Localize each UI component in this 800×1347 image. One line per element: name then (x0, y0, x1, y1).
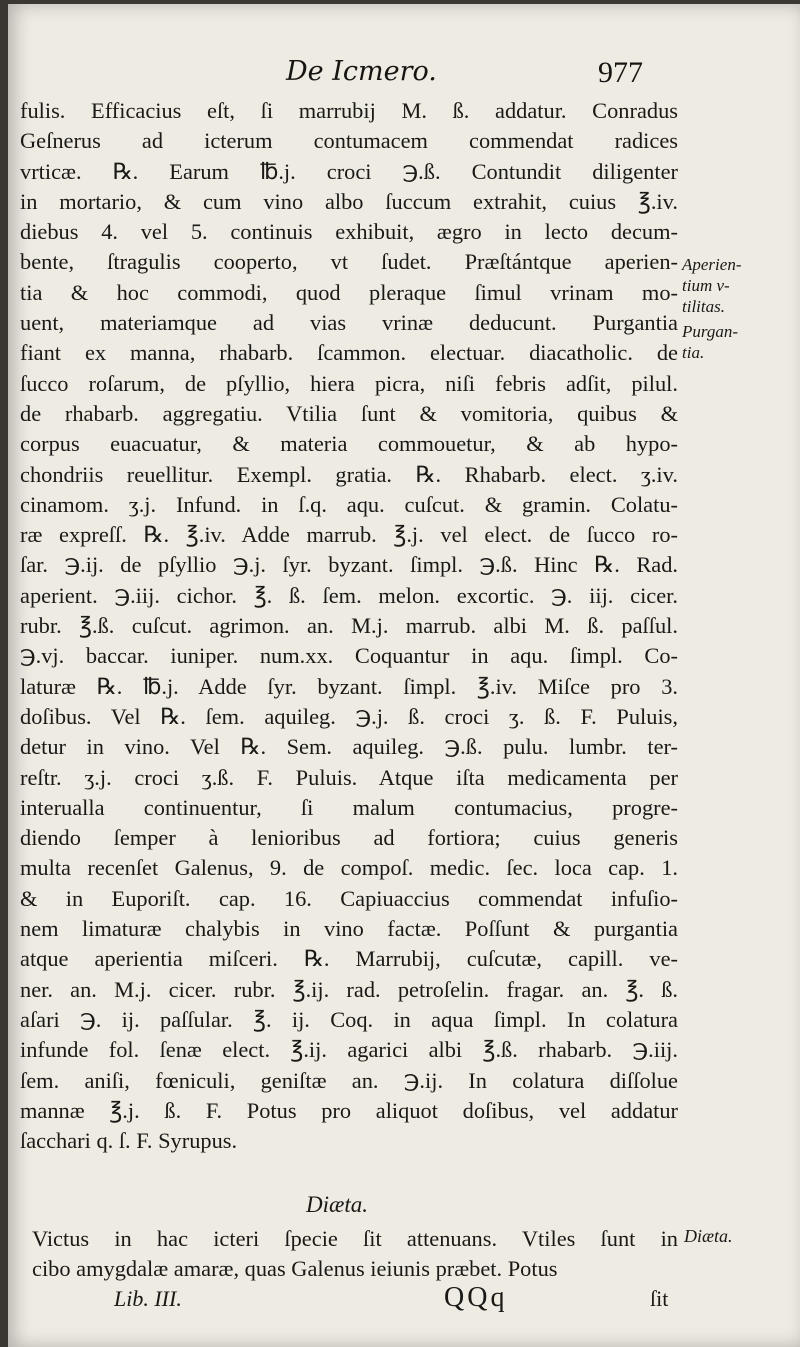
text-line: uent, materiamque ad vias vrinæ deducunt. Purgantia (20, 310, 678, 336)
footer-catchword: ſit (650, 1286, 669, 1311)
text-line: laturæ ℞. ℔.j. Adde ſyr. byzant. ſimpl. ℥.iv. Miſce pro 3. (20, 673, 678, 699)
text-line: ſem. aniſi, fœniculi, geniſtæ an. ℈.ij. In colatura diſſolue (20, 1067, 678, 1093)
text-line: atque aperientia miſceri. ℞. Marrubij, cuſcutæ, capill. ve- (20, 946, 678, 972)
text-line: & in Euporiſt. cap. 16. Capiuaccius commendat infuſio- (20, 885, 678, 911)
section-text (32, 1224, 678, 1285)
main-text (20, 96, 678, 1156)
margin-notes (682, 254, 794, 367)
text-line: ſucco roſarum, de pſyllio, hiera picra, niſi febris adſit, pilul. (20, 370, 678, 396)
text-line: cinamom. ʒ.j. Infund. in ſ.q. aqu. cuſcut. & gramin. Colatu- (20, 491, 678, 517)
text-line: ner. an. M.j. cicer. rubr. ℥.ij. rad. petroſelin. fragar. an. ℥. ß. (20, 976, 678, 1002)
margin-note-line: tium v- (682, 276, 730, 295)
margin-note-line: Purgan- (682, 322, 739, 341)
footer-book-number: Lib. III. (114, 1286, 182, 1311)
margin-note-line: tilitas. (682, 297, 725, 316)
margin-note-aperientium (682, 254, 794, 317)
text-line: ſar. ℈.ij. de pſyllio ℈.j. ſyr. byzant. ſimpl. ℈.ß. Hinc ℞. Rad. (20, 552, 678, 578)
running-title: De Icтero. (286, 56, 437, 87)
page-number: 977 (598, 56, 643, 89)
text-line: fiant ex manna, rhabarb. ſcammon. electuar. diacatholic. de (20, 340, 678, 366)
section-heading-dieta: Diæta. (306, 1192, 368, 1217)
margin-note-line: tia. (682, 343, 705, 362)
text-line: aperient. ℈.iij. cichor. ℥. ß. ſem. melon. excortic. ℈. iij. cicer. (20, 582, 678, 608)
text-line: ℈.vj. baccar. iuniper. num.xx. Coquantur in aqu. ſimpl. Co- (20, 643, 678, 669)
text-line: fulis. Efficacius eſt, ſi marrubij M. ß. addatur. Conradus (20, 98, 678, 123)
text-line: diebus 4. vel 5. continuis exhibuit, ægro in lecto decum- (20, 219, 678, 245)
text-line: Geſnerus ad icterum contumacem commendat radices (20, 128, 678, 154)
text-line: de rhabarb. aggregatiu. Vtilia ſunt & vomitoria, quibus & (20, 400, 678, 426)
text-line: in mortario, & cum vino albo ſuccum extrahit, cuius ℥.iv. (20, 188, 678, 214)
text-line: chondriis reuellitur. Exempl. gratia. ℞. Rhabarb. elect. ʒ.iv. (20, 461, 678, 487)
text-line: detur in vino. Vel ℞. Sem. aquileg. ℈.ß. pulu. lumbr. ter- (20, 734, 678, 760)
text-line: multa recenſet Galenus, 9. de compoſ. medic. ſec. loca cap. 1. (20, 855, 678, 881)
book-page (8, 4, 800, 1347)
text-line: vrticæ. ℞. Earum ℔.j. croci ℈.ß. Contundit diligenter (20, 158, 678, 184)
text-line: tia & hoc commodi, quod pleraque ſimul vrinam mo- (20, 279, 678, 305)
text-line: nem limaturæ chalybis in vino factæ. Poſſunt & purgantia (20, 916, 678, 942)
text-line: corpus euacuatur, & materia commouetur, & ab hypo- (20, 431, 678, 457)
page-footer (8, 1282, 800, 1326)
text-line: diendo ſemper à lenioribus ad fortiora; cuius generis (20, 825, 678, 851)
text-line: mannæ ℥.j. ß. F. Potus pro aliquot doſibus, vel addatur (20, 1097, 678, 1123)
text-line: ræ expreſſ. ℞. ℥.iv. Adde marrub. ℥.j. vel elect. de ſucco ro- (20, 522, 678, 548)
text-line: aſari ℈. ij. paſſular. ℥. ij. Coq. in aqua ſimpl. In colatura (20, 1006, 678, 1032)
text-line: interualla continuentur, ſi malum contumacius, progre- (20, 794, 678, 820)
text-line: doſibus. Vel ℞. ſem. aquileg. ℈.j. ß. croci ʒ. ß. F. Puluis, (20, 703, 678, 729)
text-line: rubr. ℥.ß. cuſcut. agrimon. an. M.j. marrub. albi M. ß. paſſul. (20, 613, 678, 639)
text-line: infunde fol. ſenæ elect. ℥.ij. agarici albi ℥.ß. rhabarb. ℈.iij. (20, 1037, 678, 1063)
text-line: reſtr. ʒ.j. croci ʒ.ß. F. Puluis. Atque iſta medicamenta per (20, 764, 678, 790)
page-header (8, 56, 800, 100)
margin-note-dieta: Diæta. (684, 1226, 733, 1246)
footer-signature-mark: QQq (444, 1282, 508, 1313)
margin-note-purgantia (682, 321, 794, 363)
text-line: cibo amygdalæ amaræ, quas Galenus ieiunis præbet. Potus (32, 1256, 558, 1282)
margin-note-line: Aperien- (682, 255, 742, 274)
text-line: ſacchari q. ſ. F. Syrupus. (20, 1128, 238, 1154)
text-line: bente, ſtragulis cooperto, vt ſudet. Præſtántque aperien- (20, 249, 678, 275)
text-line: Victus in hac icteri ſpecie ſit attenuans. Vtiles ſunt in (32, 1226, 678, 1251)
